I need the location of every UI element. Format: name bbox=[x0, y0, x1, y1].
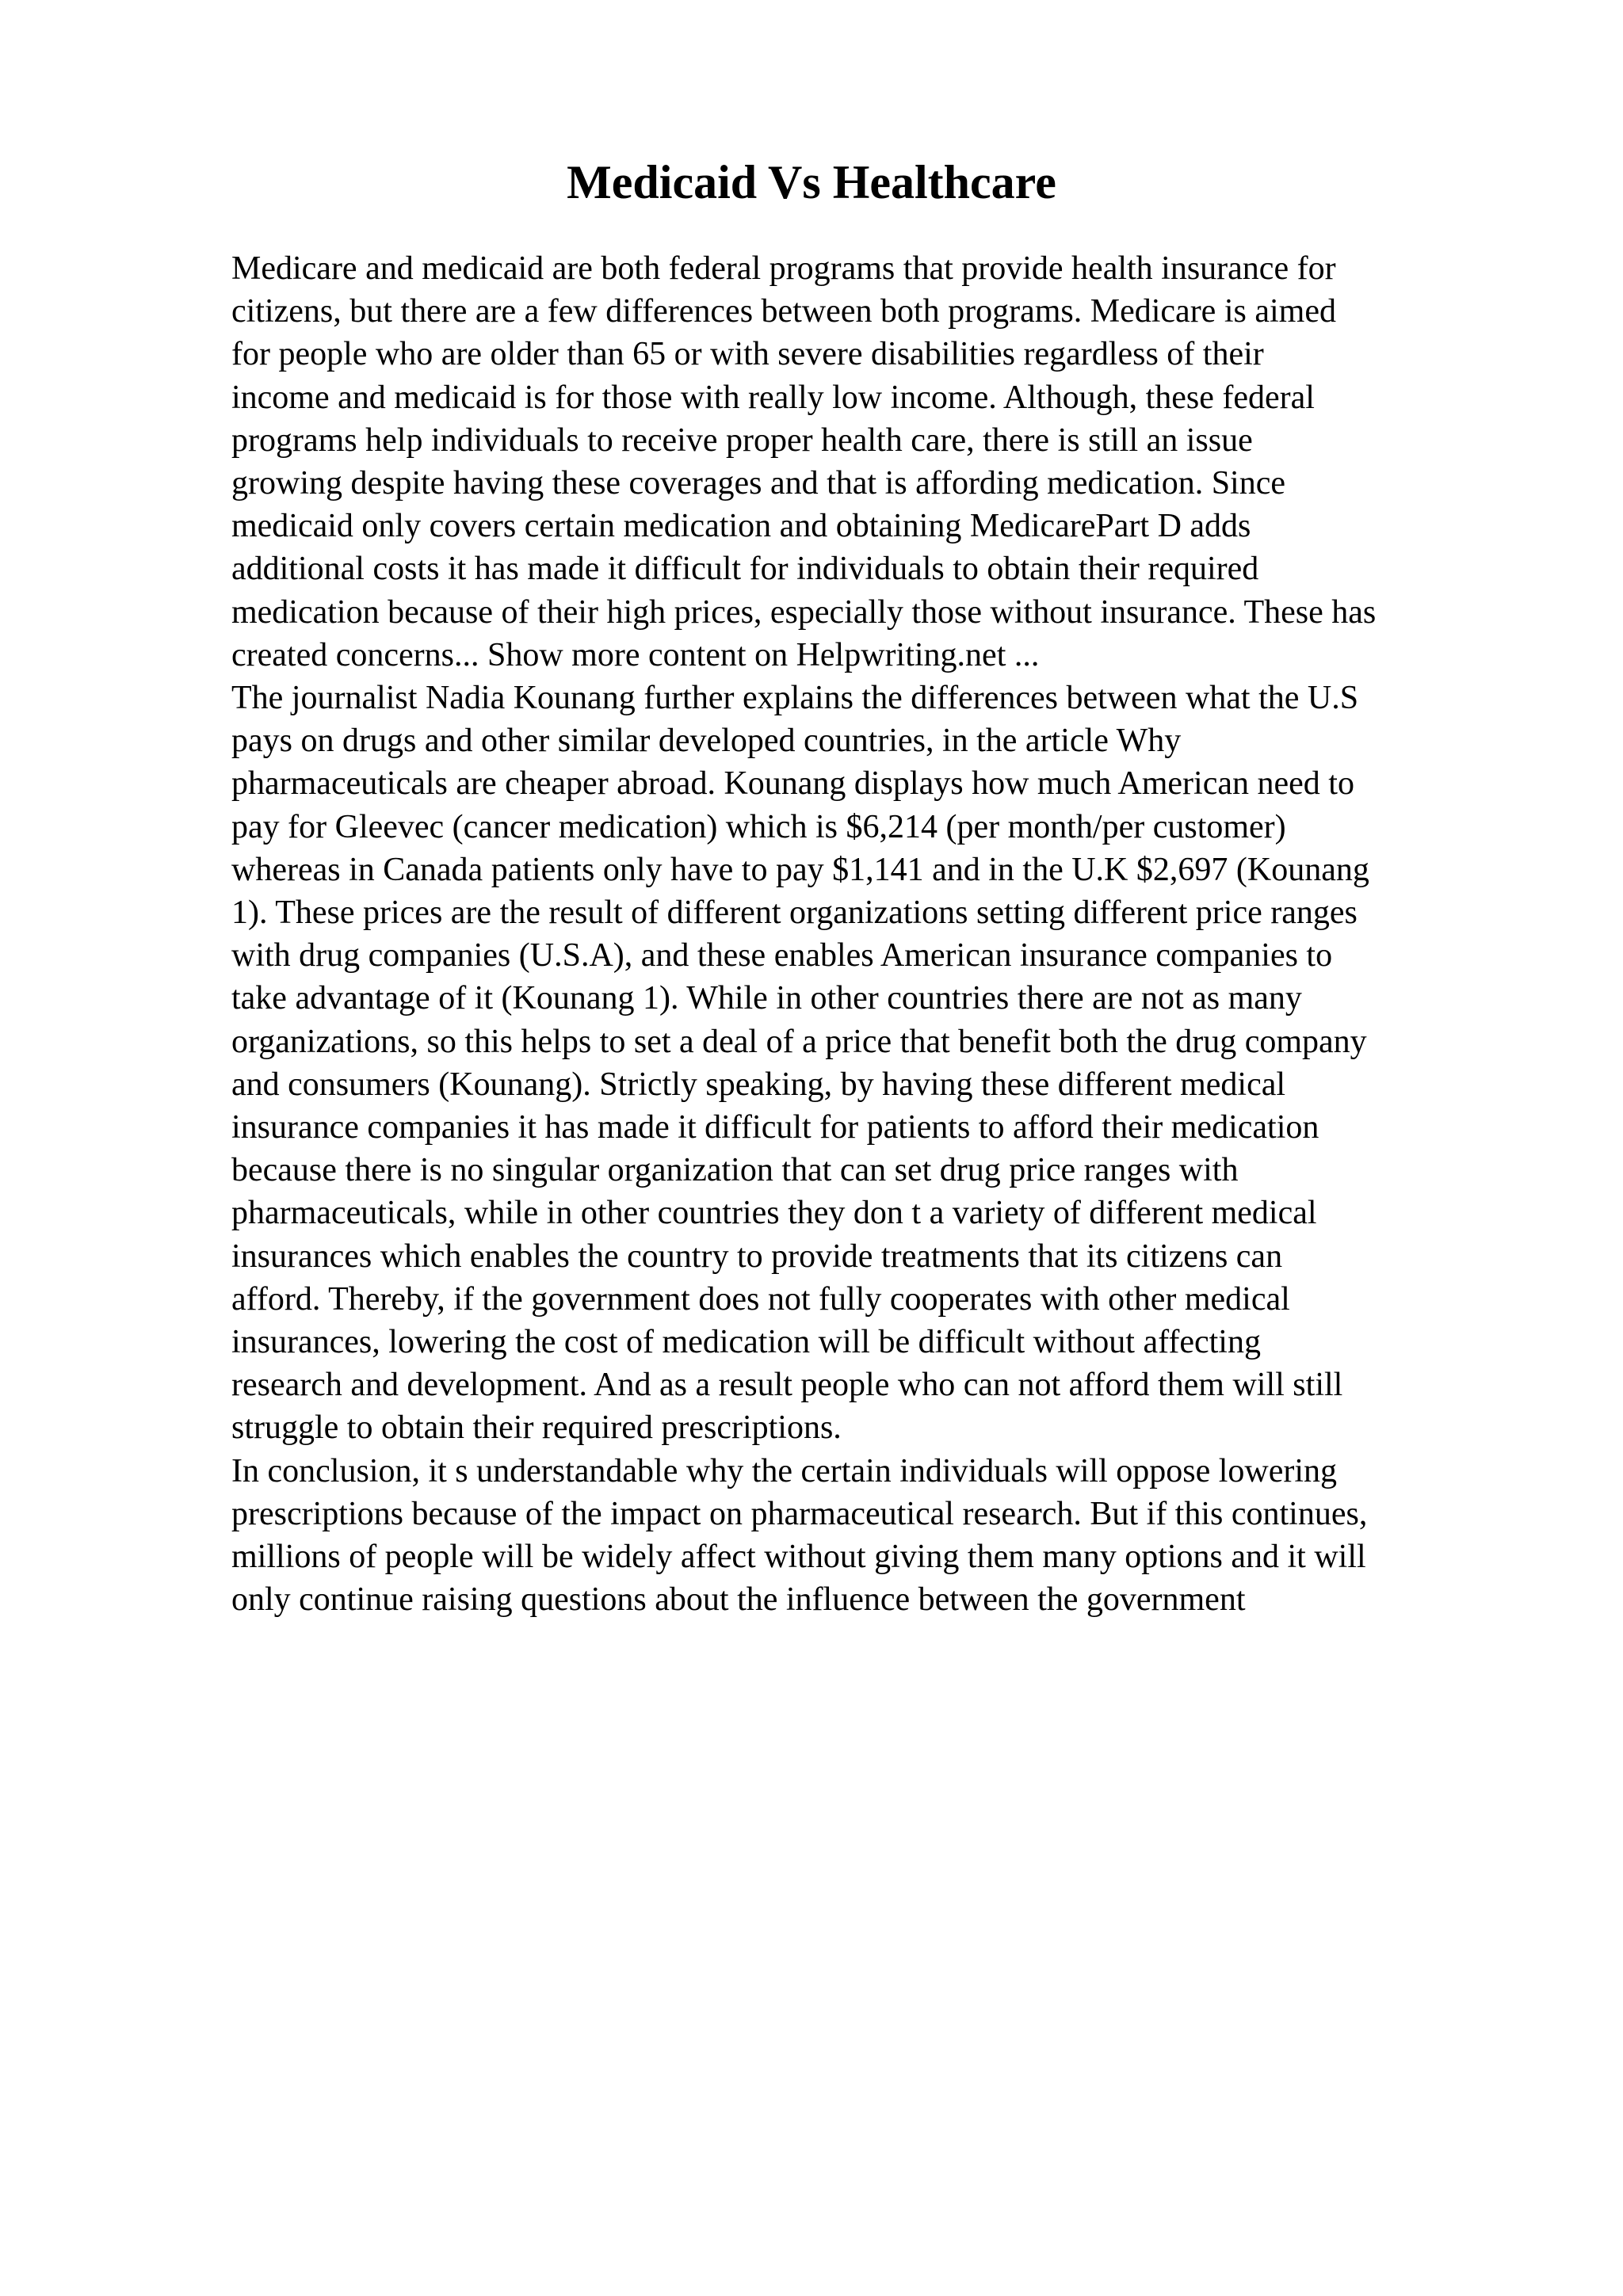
body-line: with drug companies (U.S.A), and these enables American insurance companies to bbox=[231, 937, 1333, 974]
body-line: organizations, so this helps to set a deal of a price that benefit both the drug company bbox=[231, 1023, 1367, 1060]
body-line: for people who are older than 65 or with severe disabilities regardless of their bbox=[231, 336, 1264, 373]
body-line: millions of people will be widely affect without giving them many options and it will bbox=[231, 1539, 1366, 1576]
body-line: pays on drugs and other similar developed countries, in the article Why bbox=[231, 723, 1182, 760]
body-line: created concerns... Show more content on Helpwriting.net ... bbox=[231, 636, 1040, 673]
body-line: afford. Thereby, if the government does not fully cooperates with other medical bbox=[231, 1280, 1290, 1318]
body-line: because there is no singular organization that can set drug price ranges with bbox=[231, 1152, 1239, 1189]
body-line: take advantage of it (Kounang 1). While in other countries there are not as many bbox=[231, 980, 1302, 1017]
body-line: medicaid only covers certain medication and obtaining MedicarePart D adds bbox=[231, 508, 1251, 545]
body-line: and consumers (Kounang). Strictly speaking, by having these different medical bbox=[231, 1066, 1286, 1103]
body-line: growing despite having these coverages and that is affording medication. Since bbox=[231, 465, 1286, 502]
body-line: Medicare and medicaid are both federal programs that provide health insurance for bbox=[231, 250, 1336, 287]
body-line: income and medicaid is for those with really low income. Although, these federal bbox=[231, 379, 1315, 416]
body-line: 1). These prices are the result of different organizations setting different price ranges bbox=[231, 894, 1358, 932]
body-line: citizens, but there are a few differences between both programs. Medicare is aimed bbox=[231, 293, 1336, 330]
body-line: research and development. And as a result people who can not afford them will still bbox=[231, 1367, 1343, 1404]
body-line: insurances, lowering the cost of medication will be difficult without affecting bbox=[231, 1324, 1261, 1361]
body-line: insurances which enables the country to provide treatments that its citizens can bbox=[231, 1238, 1283, 1275]
document-title: Medicaid Vs Healthcare bbox=[567, 156, 1056, 208]
body-line: programs help individuals to receive proper health care, there is still an issue bbox=[231, 421, 1253, 459]
body-line: prescriptions because of the impact on pharmaceutical research. But if this continues, bbox=[231, 1495, 1368, 1532]
body-line: medication because of their high prices, especially those without insurance. These has bbox=[231, 593, 1377, 631]
body-line: In conclusion, it s understandable why the certain individuals will oppose lowering bbox=[231, 1452, 1338, 1489]
document-body bbox=[231, 247, 1515, 1622]
body-line: pharmaceuticals are cheaper abroad. Kounang displays how much American need to bbox=[231, 765, 1354, 803]
body-line: struggle to obtain their required prescriptions. bbox=[231, 1409, 842, 1447]
body-line: insurance companies it has made it difficult for patients to afford their medication bbox=[231, 1109, 1319, 1146]
body-line: The journalist Nadia Kounang further explains the differences between what the U.S bbox=[231, 680, 1359, 717]
body-line: only continue raising questions about the influence between the government bbox=[231, 1581, 1246, 1619]
body-line: whereas in Canada patients only have to pay $1,141 and in the U.K $2,697 (Kounang bbox=[231, 851, 1369, 888]
body-line: pay for Gleevec (cancer medication) which is $6,214 (per month/per customer) bbox=[231, 808, 1286, 845]
body-line: additional costs it has made it difficult for individuals to obtain their required bbox=[231, 551, 1259, 588]
body-line: pharmaceuticals, while in other countries they don t a variety of different medical bbox=[231, 1195, 1317, 1232]
